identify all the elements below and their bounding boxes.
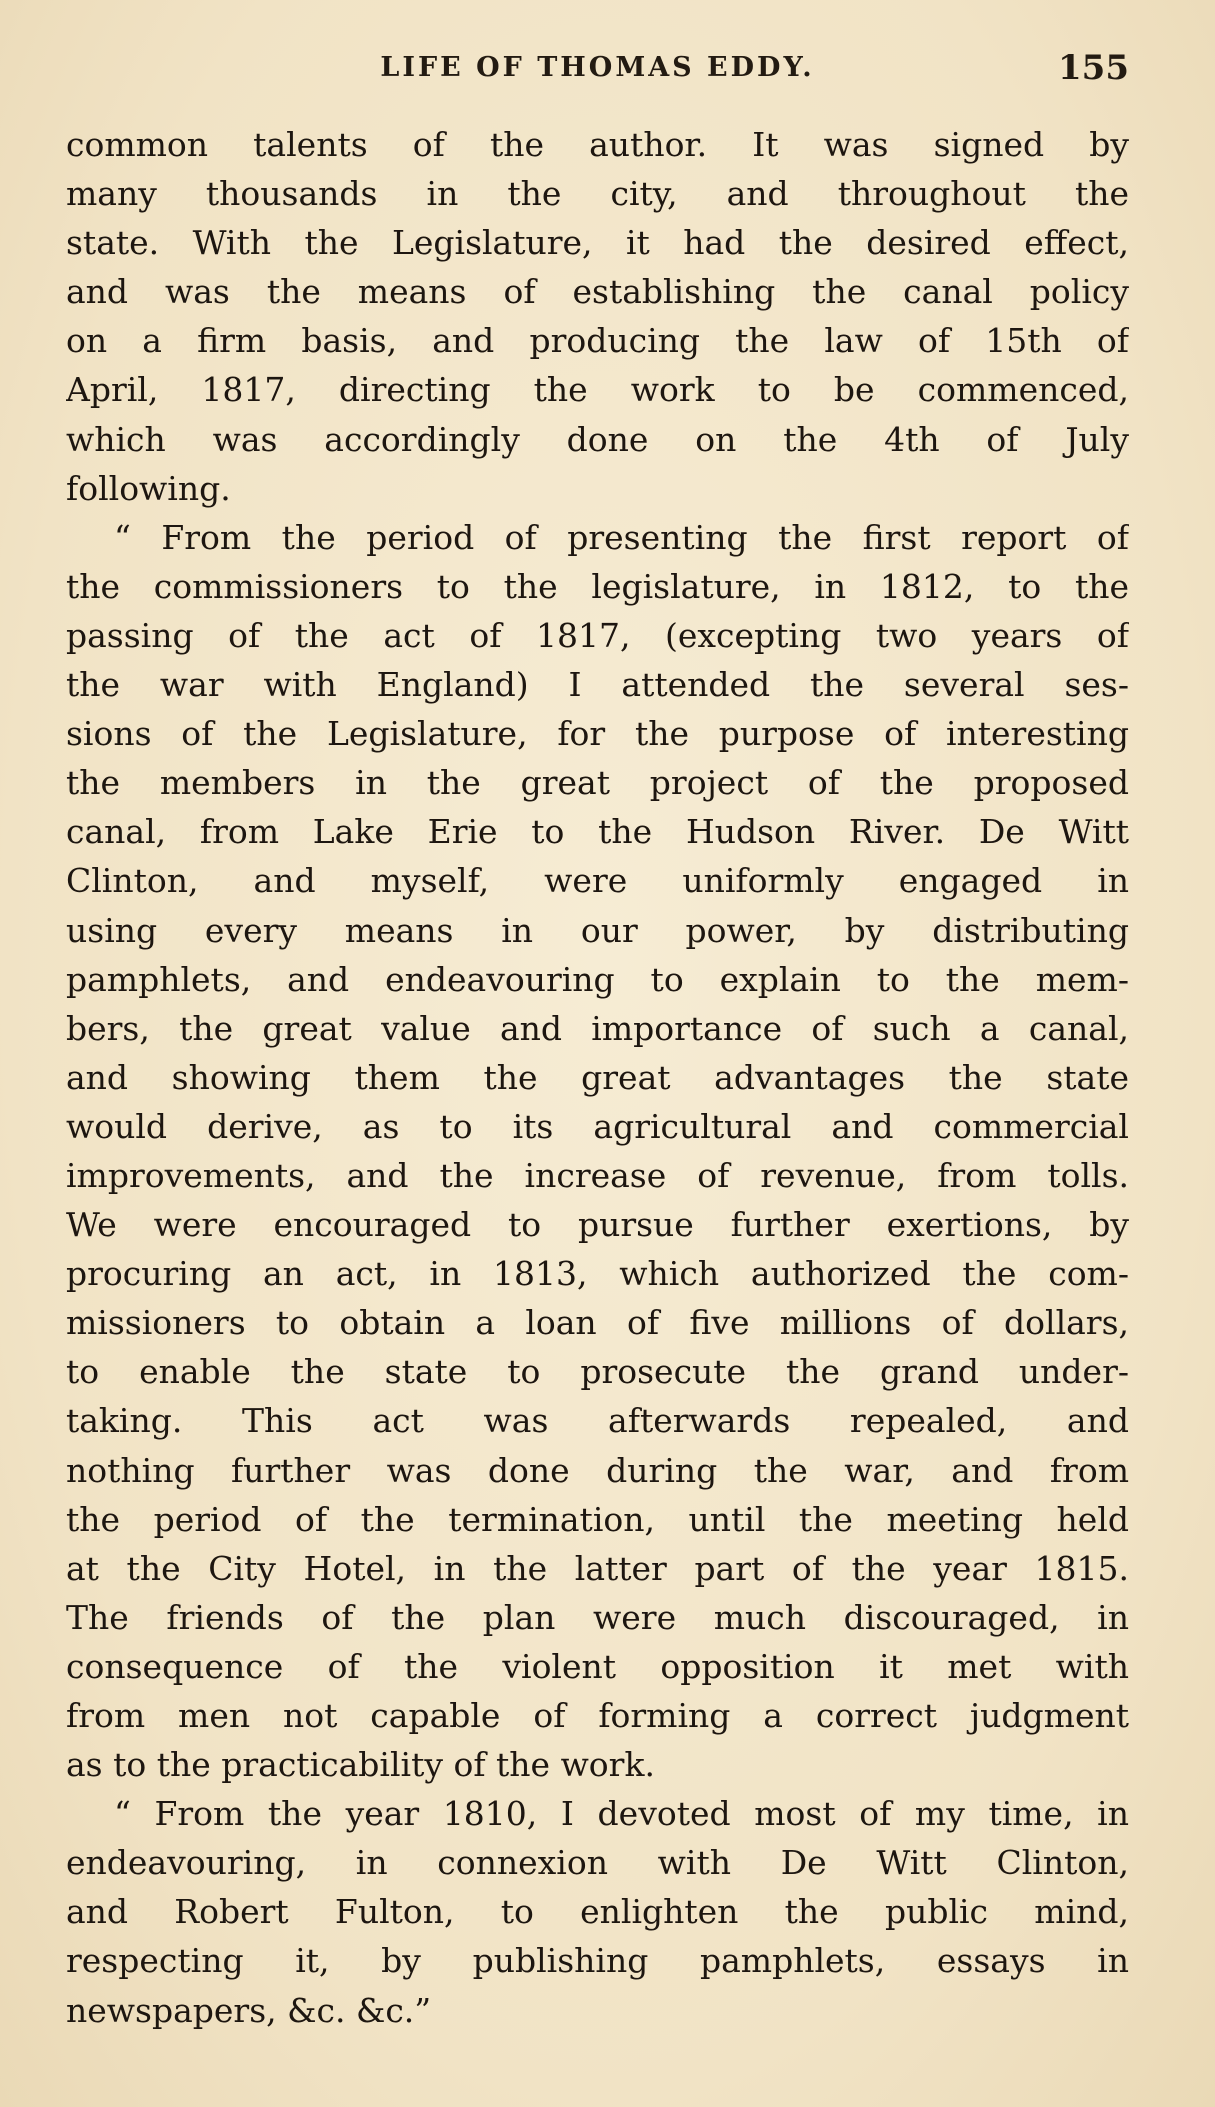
text-line: consequence of the violent opposition it met with xyxy=(66,1646,1129,1686)
body-text xyxy=(66,120,1129,2035)
text-line: and Robert Fulton, to enlighten the public mind, xyxy=(66,1892,1129,1932)
text-line: “ From the year 1810, I devoted most of my time, in xyxy=(114,1794,1129,1834)
text-line: state. With the Legislature, it had the desired effect, xyxy=(66,223,1129,263)
text-line: which was accordingly done on the 4th of July xyxy=(66,419,1129,459)
text-line: taking. This act was afterwards repealed, and xyxy=(66,1401,1129,1441)
text-line: passing of the act of 1817, (excepting two years of xyxy=(66,615,1129,655)
page-number: 155 xyxy=(1058,48,1129,88)
text-line: nothing further was done during the war, and from xyxy=(66,1450,1129,1490)
text-line: to enable the state to prosecute the grand under- xyxy=(66,1352,1129,1392)
text-line: the commissioners to the legislature, in 1812, to the xyxy=(66,566,1129,606)
text-line: We were encouraged to pursue further exertions, by xyxy=(66,1205,1129,1245)
running-header xyxy=(66,48,1129,92)
text-line: at the City Hotel, in the latter part of the year 1815. xyxy=(66,1548,1129,1588)
text-line: “ From the period of presenting the first report of xyxy=(114,517,1129,557)
text-line: The friends of the plan were much discouraged, in xyxy=(66,1597,1129,1637)
text-line: newspapers, &c. &c.” xyxy=(66,1990,432,2030)
text-line: sions of the Legislature, for the purpose of interesting xyxy=(66,714,1129,754)
text-line: the period of the termination, until the meeting held xyxy=(66,1499,1129,1539)
text-line: the members in the great project of the proposed xyxy=(66,763,1129,803)
text-line: and was the means of establishing the canal policy xyxy=(66,272,1129,312)
text-line: following. xyxy=(66,468,231,508)
running-title: LIFE OF THOMAS EDDY. xyxy=(380,52,815,83)
text-line: the war with England) I attended the several ses- xyxy=(66,665,1129,705)
text-line: and showing them the great advantages the state xyxy=(66,1057,1129,1097)
text-line: on a firm basis, and producing the law of 15th of xyxy=(66,321,1129,361)
paragraph-3 xyxy=(66,1789,1129,2034)
text-line: Clinton, and myself, were uniformly engaged in xyxy=(66,861,1129,901)
paragraph-1 xyxy=(66,120,1129,513)
text-line: many thousands in the city, and throughout the xyxy=(66,174,1129,214)
text-line: bers, the great value and importance of such a canal, xyxy=(66,1008,1129,1048)
text-line: endeavouring, in connexion with De Witt Clinton, xyxy=(66,1843,1129,1883)
text-line: would derive, as to its agricultural and commercial xyxy=(66,1106,1129,1146)
text-line: from men not capable of forming a correct judgment xyxy=(66,1696,1129,1735)
text-line: pamphlets, and endeavouring to explain to the mem- xyxy=(66,959,1129,999)
text-line: improvements, and the increase of revenue, from tolls. xyxy=(66,1155,1129,1195)
text-line: common talents of the author. It was signed by xyxy=(66,125,1129,164)
text-line: as to the practicability of the work. xyxy=(66,1745,655,1785)
text-line: using every means in our power, by distributing xyxy=(66,910,1129,950)
text-line: missioners to obtain a loan of five millions of dollars, xyxy=(66,1303,1129,1343)
paragraph-2 xyxy=(66,513,1129,1789)
text-line: respecting it, by publishing pamphlets, essays in xyxy=(66,1941,1129,1981)
text-line: procuring an act, in 1813, which authorized the com- xyxy=(66,1254,1129,1294)
text-line: canal, from Lake Erie to the Hudson River. De Witt xyxy=(66,812,1129,852)
text-line: April, 1817, directing the work to be commenced, xyxy=(66,370,1129,410)
